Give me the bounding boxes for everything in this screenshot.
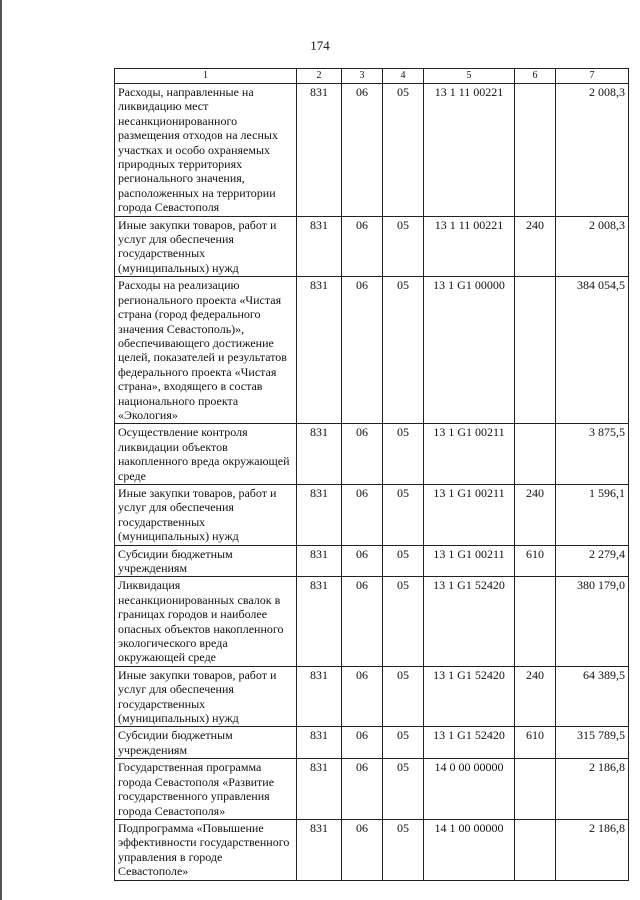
- expense-type-cell: 610: [515, 727, 556, 759]
- target-article-cell: 13 1 G1 52420: [424, 666, 515, 727]
- table-row: [115, 84, 629, 217]
- subsection-code-cell: 05: [383, 484, 424, 545]
- expense-type-cell: [515, 819, 556, 880]
- ministry-code-cell: 831: [297, 819, 342, 880]
- ministry-code-cell: 831: [297, 424, 342, 485]
- target-article-cell: 13 1 G1 52420: [424, 727, 515, 759]
- subsection-code-cell: 05: [383, 759, 424, 820]
- row-name-cell: Иные закупки товаров, работ и услуг для обеспечения государственных (муниципальных) нужд: [115, 216, 297, 277]
- subsection-code-cell: 05: [383, 216, 424, 277]
- expense-type-cell: 240: [515, 216, 556, 277]
- section-code-cell: 06: [342, 84, 383, 217]
- section-code-cell: 06: [342, 577, 383, 666]
- column-header: 4: [383, 69, 424, 84]
- column-header: 5: [424, 69, 515, 84]
- table-row: [115, 545, 629, 577]
- row-name-cell: Иные закупки товаров, работ и услуг для обеспечения государственных (муниципальных) нужд: [115, 484, 297, 545]
- expense-type-cell: [515, 84, 556, 217]
- subsection-code-cell: 05: [383, 84, 424, 217]
- expense-type-cell: 240: [515, 666, 556, 727]
- amount-cell: 64 389,5: [556, 666, 629, 727]
- ministry-code-cell: 831: [297, 666, 342, 727]
- subsection-code-cell: 05: [383, 277, 424, 424]
- table-row: [115, 727, 629, 759]
- column-header: 2: [297, 69, 342, 84]
- section-code-cell: 06: [342, 277, 383, 424]
- column-header: 1: [115, 69, 297, 84]
- target-article-cell: 14 1 00 00000: [424, 819, 515, 880]
- amount-cell: 384 054,5: [556, 277, 629, 424]
- row-name-cell: Субсидии бюджетным учреждениям: [115, 727, 297, 759]
- row-name-cell: Подпрограмма «Повышение эффективности государственного управления в городе Севастополе»: [115, 819, 297, 880]
- expense-type-cell: 240: [515, 484, 556, 545]
- table-row: [115, 277, 629, 424]
- amount-cell: 380 179,0: [556, 577, 629, 666]
- expense-type-cell: [515, 759, 556, 820]
- scan-edge-line: [0, 0, 2, 900]
- ministry-code-cell: 831: [297, 577, 342, 666]
- expense-type-cell: 610: [515, 545, 556, 577]
- target-article-cell: 13 1 G1 00211: [424, 484, 515, 545]
- amount-cell: 2 008,3: [556, 84, 629, 217]
- table-row: [115, 424, 629, 485]
- target-article-cell: 13 1 11 00221: [424, 84, 515, 217]
- section-code-cell: 06: [342, 216, 383, 277]
- amount-cell: 315 789,5: [556, 727, 629, 759]
- row-name-cell: Государственная программа города Севастополя «Развитие государственного управления города Севастополя»: [115, 759, 297, 820]
- ministry-code-cell: 831: [297, 545, 342, 577]
- column-header: 7: [556, 69, 629, 84]
- column-header: 3: [342, 69, 383, 84]
- page-number: 174: [310, 38, 330, 53]
- target-article-cell: 13 1 G1 00211: [424, 424, 515, 485]
- target-article-cell: 13 1 G1 00000: [424, 277, 515, 424]
- section-code-cell: 06: [342, 484, 383, 545]
- amount-cell: 2 279,4: [556, 545, 629, 577]
- subsection-code-cell: 05: [383, 819, 424, 880]
- ministry-code-cell: 831: [297, 484, 342, 545]
- table-header-row: [115, 69, 629, 84]
- expense-type-cell: [515, 424, 556, 485]
- amount-cell: 3 875,5: [556, 424, 629, 485]
- table-row: [115, 759, 629, 820]
- ministry-code-cell: 831: [297, 759, 342, 820]
- budget-table: [114, 68, 629, 881]
- amount-cell: 2 186,8: [556, 819, 629, 880]
- column-header: 6: [515, 69, 556, 84]
- ministry-code-cell: 831: [297, 727, 342, 759]
- row-name-cell: Ликвидация несанкционированных свалок в границах городов и наиболее опасных объектов накопленного экологического вреда окружающей среде: [115, 577, 297, 666]
- section-code-cell: 06: [342, 759, 383, 820]
- table-row: [115, 484, 629, 545]
- row-name-cell: Осуществление контроля ликвидации объектов накопленного вреда окружающей среде: [115, 424, 297, 485]
- table-row: [115, 819, 629, 880]
- target-article-cell: 13 1 G1 00211: [424, 545, 515, 577]
- ministry-code-cell: 831: [297, 84, 342, 217]
- section-code-cell: 06: [342, 545, 383, 577]
- target-article-cell: 13 1 G1 52420: [424, 577, 515, 666]
- target-article-cell: 13 1 11 00221: [424, 216, 515, 277]
- section-code-cell: 06: [342, 727, 383, 759]
- row-name-cell: Иные закупки товаров, работ и услуг для обеспечения государственных (муниципальных) нужд: [115, 666, 297, 727]
- table-row: [115, 666, 629, 727]
- subsection-code-cell: 05: [383, 577, 424, 666]
- ministry-code-cell: 831: [297, 277, 342, 424]
- amount-cell: 2 008,3: [556, 216, 629, 277]
- target-article-cell: 14 0 00 00000: [424, 759, 515, 820]
- amount-cell: 2 186,8: [556, 759, 629, 820]
- section-code-cell: 06: [342, 666, 383, 727]
- subsection-code-cell: 05: [383, 424, 424, 485]
- subsection-code-cell: 05: [383, 545, 424, 577]
- row-name-cell: Субсидии бюджетным учреждениям: [115, 545, 297, 577]
- row-name-cell: Расходы, направленные на ликвидацию мест несанкционированного размещения отходов на лесных участках и особо охраняемых природных территориях регионального значения, расположенных на территории города Севастополя: [115, 84, 297, 217]
- table-row: [115, 577, 629, 666]
- subsection-code-cell: 05: [383, 666, 424, 727]
- table-row: [115, 216, 629, 277]
- expense-type-cell: [515, 277, 556, 424]
- ministry-code-cell: 831: [297, 216, 342, 277]
- subsection-code-cell: 05: [383, 727, 424, 759]
- amount-cell: 1 596,1: [556, 484, 629, 545]
- row-name-cell: Расходы на реализацию регионального проекта «Чистая страна (город федерального значения Севастополь)», обеспечивающего достижение целей, показателей и результатов федерального проекта «Чистая страна», входящего в состав национального проекта «Экология»: [115, 277, 297, 424]
- expense-type-cell: [515, 577, 556, 666]
- section-code-cell: 06: [342, 819, 383, 880]
- section-code-cell: 06: [342, 424, 383, 485]
